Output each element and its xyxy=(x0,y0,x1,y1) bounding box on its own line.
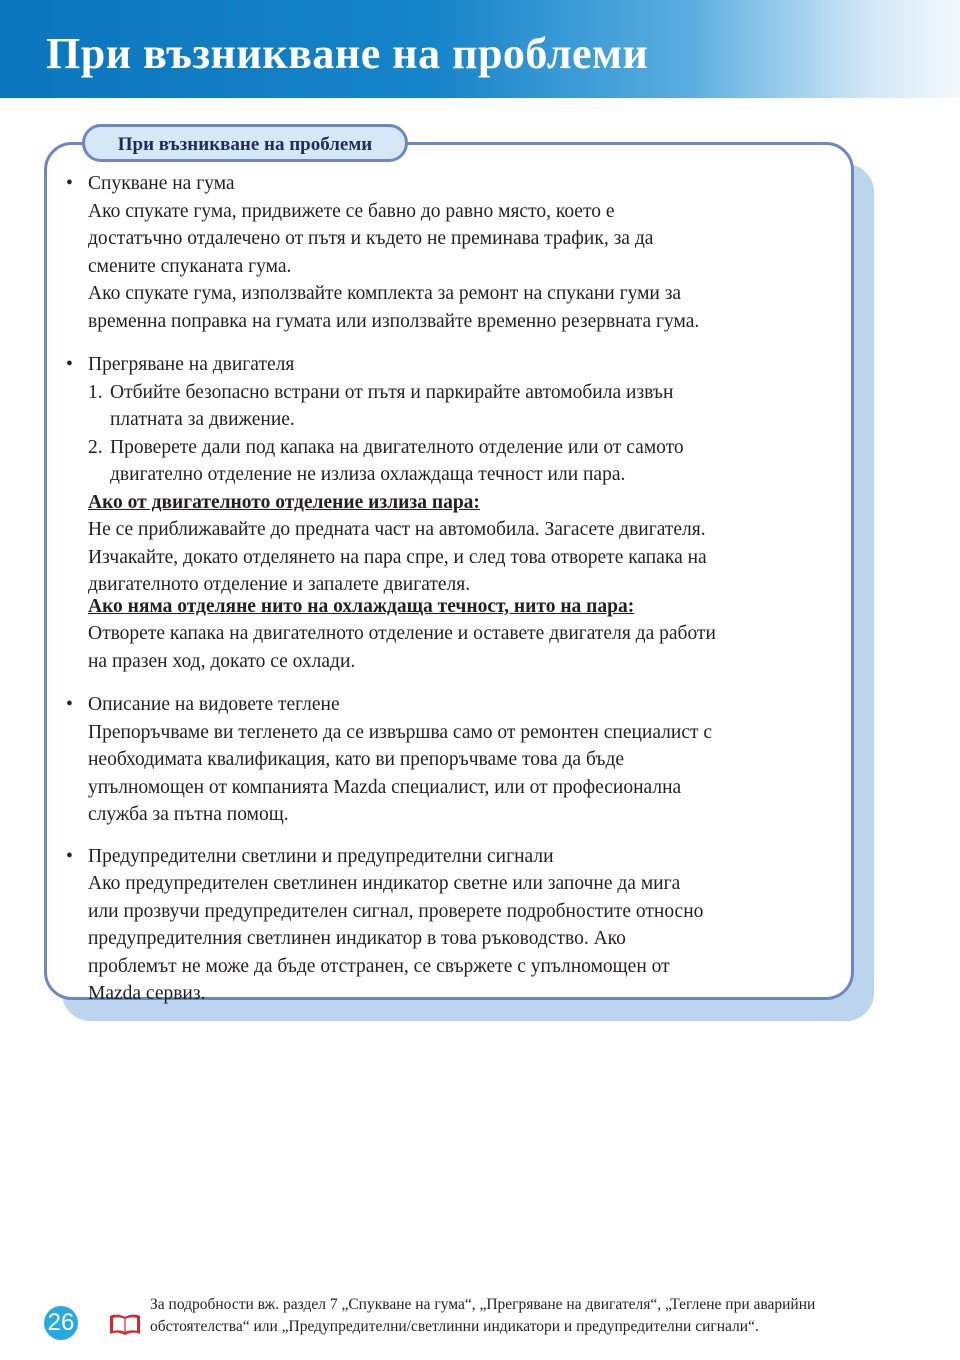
footer-line: За подробности вж. раздел 7 „Спукване на гума“, „Прегряване на двигателя“, „Теглене при аварийни xyxy=(150,1296,816,1313)
text-line: Mazda сервиз. xyxy=(88,983,206,1004)
no-steam-heading: Ако няма отделяне нито на охлаждаща течност, нито на пара: xyxy=(88,595,635,617)
header-banner xyxy=(0,0,960,98)
info-box-tab-label: При възникване на проблеми xyxy=(117,134,373,155)
text-line: Отбийте безопасно встрани от пътя и паркирайте автомобила извън xyxy=(110,381,674,403)
text-line: достатъчно отдалечено от пътя и където не преминава трафик, за да xyxy=(88,228,654,249)
section-flat-tire xyxy=(66,170,828,335)
text-line: служба за пътна помощ. xyxy=(88,804,289,825)
text-line: упълномощен от компанията Mazda специалист, или от професионална xyxy=(88,776,682,798)
text-line: временна поправка на гумата или използвайте временно резервната гума. xyxy=(88,310,700,332)
section-title: Предупредителни светлини и предупредителни сигнали xyxy=(88,845,554,867)
text-line: платната за движение. xyxy=(110,409,295,430)
bullet: • xyxy=(66,694,73,715)
step-1 xyxy=(88,379,828,434)
footer-line: обстоятелства“ или „Предупредителни/светлинни индикатори и предупредителни сигнали“. xyxy=(150,1318,759,1335)
text-line: на празен ход, докато се охлади. xyxy=(88,650,356,672)
bullet: • xyxy=(66,845,73,867)
section-overheat xyxy=(66,351,828,675)
text-line: двигателното отделение и запалете двигателя. xyxy=(88,574,471,595)
section-towing xyxy=(66,691,828,829)
section-title: Описание на видовете теглене xyxy=(88,694,340,715)
footer-reference xyxy=(150,1294,930,1338)
text-line: или прозвучи предупредителен сигнал, проверете подробностите относно xyxy=(88,900,704,922)
info-box-tab xyxy=(82,124,408,162)
text-line: двигателно отделение не излиза охлаждаща течност или пара. xyxy=(110,464,626,485)
text-line: Отворете капака на двигателното отделение и оставете двигателя да работи xyxy=(88,623,716,644)
text-line: Проверете дали под капака на двигателното отделение или от самото xyxy=(110,436,684,458)
text-line: Ако спукате гума, придвижете се бавно до равно място, което е xyxy=(88,200,615,222)
section-title: Спукване на гума xyxy=(88,173,235,194)
section-title: Прегряване на двигателя xyxy=(88,354,295,375)
step-number: 1. xyxy=(88,381,103,403)
step-number: 2. xyxy=(88,436,103,458)
bullet: • xyxy=(66,354,73,375)
open-book-icon xyxy=(108,1312,142,1338)
text-line: предупредителния светлинен индикатор в това ръководство. Ако xyxy=(88,928,626,949)
page-title: При възникване на проблеми xyxy=(46,29,649,78)
text-line: Препоръчваме ви тегленето да се извършва само от ремонтен специалист с xyxy=(88,721,713,743)
section-warnings xyxy=(66,843,828,1008)
bullet: • xyxy=(66,173,73,194)
step-2 xyxy=(88,434,828,489)
text-line: Изчакайте, докато отделянето на пара спре, и след това отворете капака на xyxy=(88,546,707,568)
info-box-content xyxy=(66,170,828,1020)
steam-heading: Ако от двигателното отделение излиза пара: xyxy=(88,491,480,513)
text-line: смените спуканата гума. xyxy=(88,255,292,277)
text-line: проблемът не може да бъде отстранен, се свържете с упълномощен от xyxy=(88,955,670,977)
text-line: Ако спукате гума, използвайте комплекта за ремонт на спукани гуми за xyxy=(88,283,682,304)
text-line: Ако предупредителен светлинен индикатор светне или започне да мига xyxy=(88,873,681,894)
page-number: 26 xyxy=(44,1306,78,1340)
text-line: Не се приближавайте до предната част на автомобила. Загасете двигателя. xyxy=(88,519,706,540)
text-line: необходимата квалификация, като ви препоръчваме това да бъде xyxy=(88,749,625,770)
